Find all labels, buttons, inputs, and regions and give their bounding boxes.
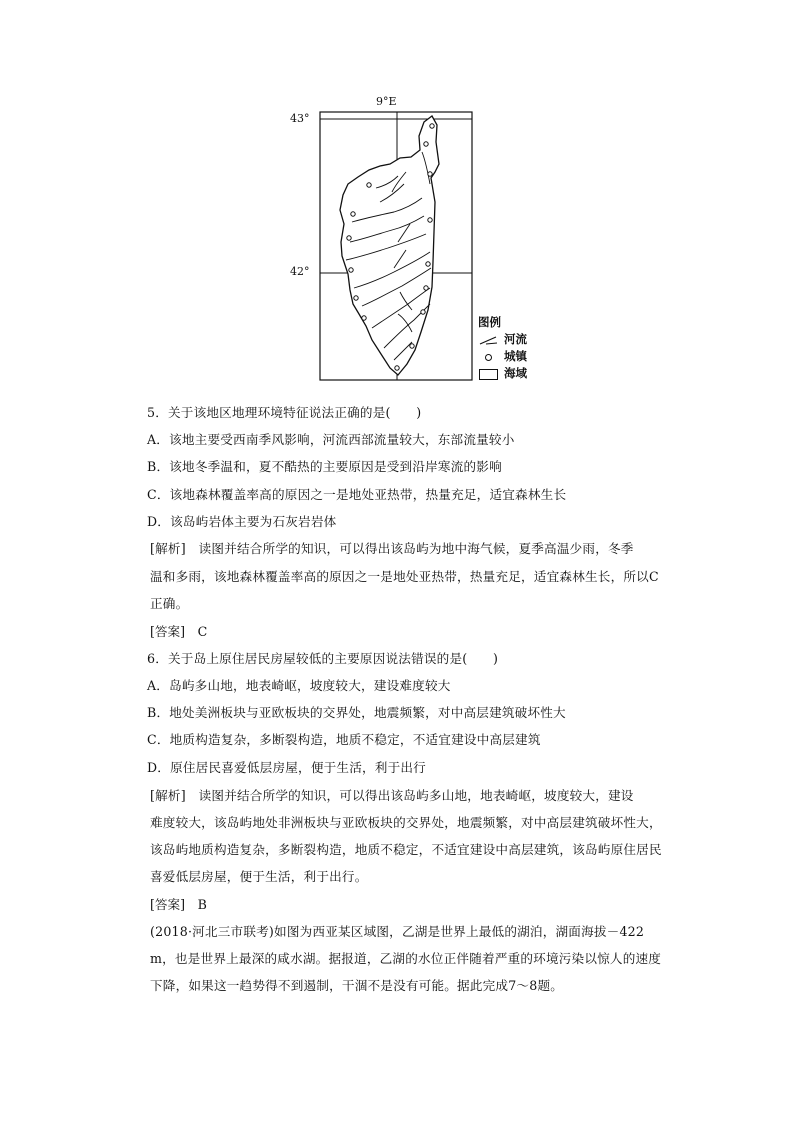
question-5-option-c: C．该地森林覆盖率高的原因之一是地处亚热带，热量充足，适宜森林生长	[147, 487, 567, 502]
river-icon	[478, 334, 500, 346]
legend-item-river	[478, 331, 527, 348]
question-6-analysis-line-2: 难度较大，该岛屿地处非洲板块与亚欧板块的交界处，地震频繁，对中高层建筑破坏性大，	[150, 815, 662, 830]
legend-label: 海域	[504, 366, 527, 380]
question-5-analysis-line-1: [解析] 读图并结合所学的知识，可以得出该岛屿为地中海气候，夏季高温少雨，冬季	[150, 541, 634, 556]
question-5-option-a: A．该地主要受西南季风影响，河流西部流量较大，东部流量较小	[147, 432, 515, 447]
town-icon	[478, 351, 500, 363]
map-legend	[478, 314, 527, 382]
question-6-option-b: B．地处美洲板块与亚欧板块的交界处，地震频繁，对中高层建筑破坏性大	[147, 705, 566, 720]
island-outline	[340, 116, 439, 375]
question-6-analysis-line-4: 喜爱低层房屋，便于生活，利于出行。	[150, 869, 368, 884]
latitude-label-43: 43°	[290, 112, 310, 125]
legend-label: 河流	[504, 332, 527, 346]
question-5-answer: [答案] C	[150, 624, 208, 639]
question-5-stem: 5．关于该地区地理环境特征说法正确的是( )	[147, 405, 422, 420]
question-5-analysis-line-3: 正确。	[150, 596, 189, 611]
latitude-label-42: 42°	[290, 265, 310, 278]
legend-title: 图例	[478, 315, 501, 329]
question-6-analysis-line-3: 该岛屿地质构造复杂，多断裂构造，地质不稳定，不适宜建设中高层建筑，该岛屿原住居民	[150, 842, 662, 857]
legend-item-town	[478, 348, 527, 365]
question-6-analysis-line-1: [解析] 读图并结合所学的知识，可以得出该岛屿多山地，地表崎岖，坡度较大，建设	[150, 788, 634, 803]
intro-line-3: 下降，如果这一趋势得不到遏制，干涸不是没有可能。据此完成7～8题。	[150, 978, 564, 993]
question-6-option-a: A．岛屿多山地，地表崎岖，坡度较大，建设难度较大	[147, 678, 451, 693]
legend-item-sea	[478, 365, 527, 382]
longitude-label: 9°E	[376, 95, 397, 108]
intro-line-1: (2018·河北三市联考)如图为西亚某区域图，乙湖是世界上最低的湖泊，湖面海拔－422	[150, 924, 645, 939]
legend-label: 城镇	[504, 349, 527, 363]
intro-line-2: m，也是世界上最深的咸水湖。据报道，乙湖的水位正伴随着严重的环境污染以惊人的速度	[150, 951, 662, 966]
island-map-figure	[280, 92, 580, 384]
question-5-option-b: B．该地冬季温和，夏不酷热的主要原因是受到沿岸寒流的影响	[147, 459, 502, 474]
question-5-option-d: D．该岛屿岩体主要为石灰岩岩体	[147, 514, 337, 529]
question-6-option-c: C．地质构造复杂，多断裂构造，地质不稳定，不适宜建设中高层建筑	[147, 732, 541, 747]
question-6-option-d: D．原住居民喜爱低层房屋，便于生活，利于出行	[147, 760, 426, 775]
sea-icon	[478, 368, 500, 380]
question-6-answer: [答案] B	[150, 897, 207, 912]
island-map	[280, 92, 580, 384]
question-5-analysis-line-2: 温和多雨，该地森林覆盖率高的原因之一是地处亚热带，热量充足，适宜森林生长，所以C	[150, 569, 659, 584]
question-6-stem: 6．关于岛上原住居民房屋较低的主要原因说法错误的是( )	[147, 651, 499, 666]
